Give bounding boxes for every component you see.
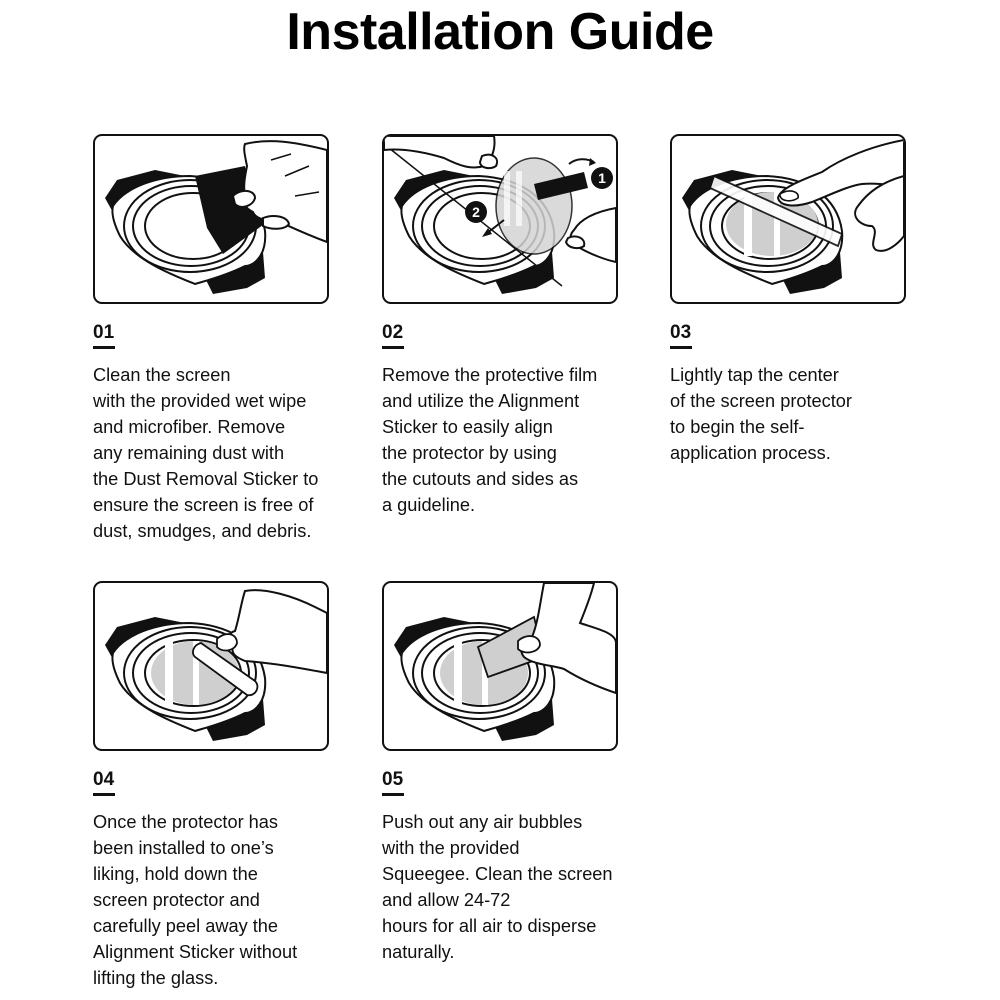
step-description-line: and utilize the Alignment [382, 391, 580, 411]
peel-sticker-icon [95, 583, 327, 749]
squeegee-icon [384, 583, 616, 749]
callout-2: 2 [472, 204, 480, 220]
step-05-illustration [382, 581, 618, 751]
step-description [93, 809, 353, 991]
remove-film-align-icon [384, 136, 616, 302]
step-description-line: liking, hold down the [93, 864, 258, 884]
step-number: 04 [93, 769, 115, 790]
step-02-illustration [382, 134, 618, 304]
step-number-underline [93, 793, 115, 796]
step-description [670, 362, 930, 466]
step-description-line: any remaining dust with [93, 443, 285, 463]
step-description-line: and allow 24-72 [382, 890, 511, 910]
step-description-line: Alignment Sticker without [93, 942, 298, 962]
tap-center-icon [672, 136, 904, 302]
step-description [93, 362, 353, 544]
step-number: 03 [670, 322, 692, 343]
step-description-line: Once the protector has [93, 812, 279, 832]
step-number-underline [670, 346, 692, 349]
step-number: 05 [382, 769, 404, 790]
step-number-underline [382, 793, 404, 796]
step-01-illustration [93, 134, 329, 304]
step-03-illustration [670, 134, 906, 304]
step-description-line: of the screen protector [670, 391, 852, 411]
step-number: 01 [93, 322, 115, 343]
step-description-line: hours for all air to disperse [382, 916, 597, 936]
step-description-line: Remove the protective film [382, 365, 598, 385]
step-description-line: Lightly tap the center [670, 365, 839, 385]
step-description-line: Squeegee. Clean the screen [382, 864, 613, 884]
step-description-line: carefully peel away the [93, 916, 279, 936]
step-description-line: the Dust Removal Sticker to [93, 469, 319, 489]
step-description-line: the protector by using [382, 443, 557, 463]
clean-screen-icon [95, 136, 327, 302]
step-description-line: been installed to one’s [93, 838, 274, 858]
step-description-line: with the provided [382, 838, 520, 858]
step-number-underline [382, 346, 404, 349]
step-description-line: lifting the glass. [93, 968, 219, 988]
callout-1: 1 [598, 170, 606, 186]
step-description-line: dust, smudges, and debris. [93, 521, 312, 541]
step-description-line: a guideline. [382, 495, 476, 515]
step-description-line: Sticker to easily align [382, 417, 553, 437]
step-description [382, 809, 642, 965]
step-description-line: to begin the self- [670, 417, 805, 437]
step-description-line: the cutouts and sides as [382, 469, 579, 489]
step-description [382, 362, 642, 518]
step-description-line: ensure the screen is free of [93, 495, 314, 515]
step-description-line: naturally. [382, 942, 455, 962]
step-description-line: with the provided wet wipe [93, 391, 307, 411]
step-description-line: Clean the screen [93, 365, 231, 385]
step-number-underline [93, 346, 115, 349]
step-description-line: screen protector and [93, 890, 260, 910]
step-description-line: Push out any air bubbles [382, 812, 583, 832]
step-description-line: and microfiber. Remove [93, 417, 286, 437]
step-description-line: application process. [670, 443, 831, 463]
page-title: Installation Guide [286, 3, 714, 61]
step-number: 02 [382, 322, 404, 343]
step-04-illustration [93, 581, 329, 751]
